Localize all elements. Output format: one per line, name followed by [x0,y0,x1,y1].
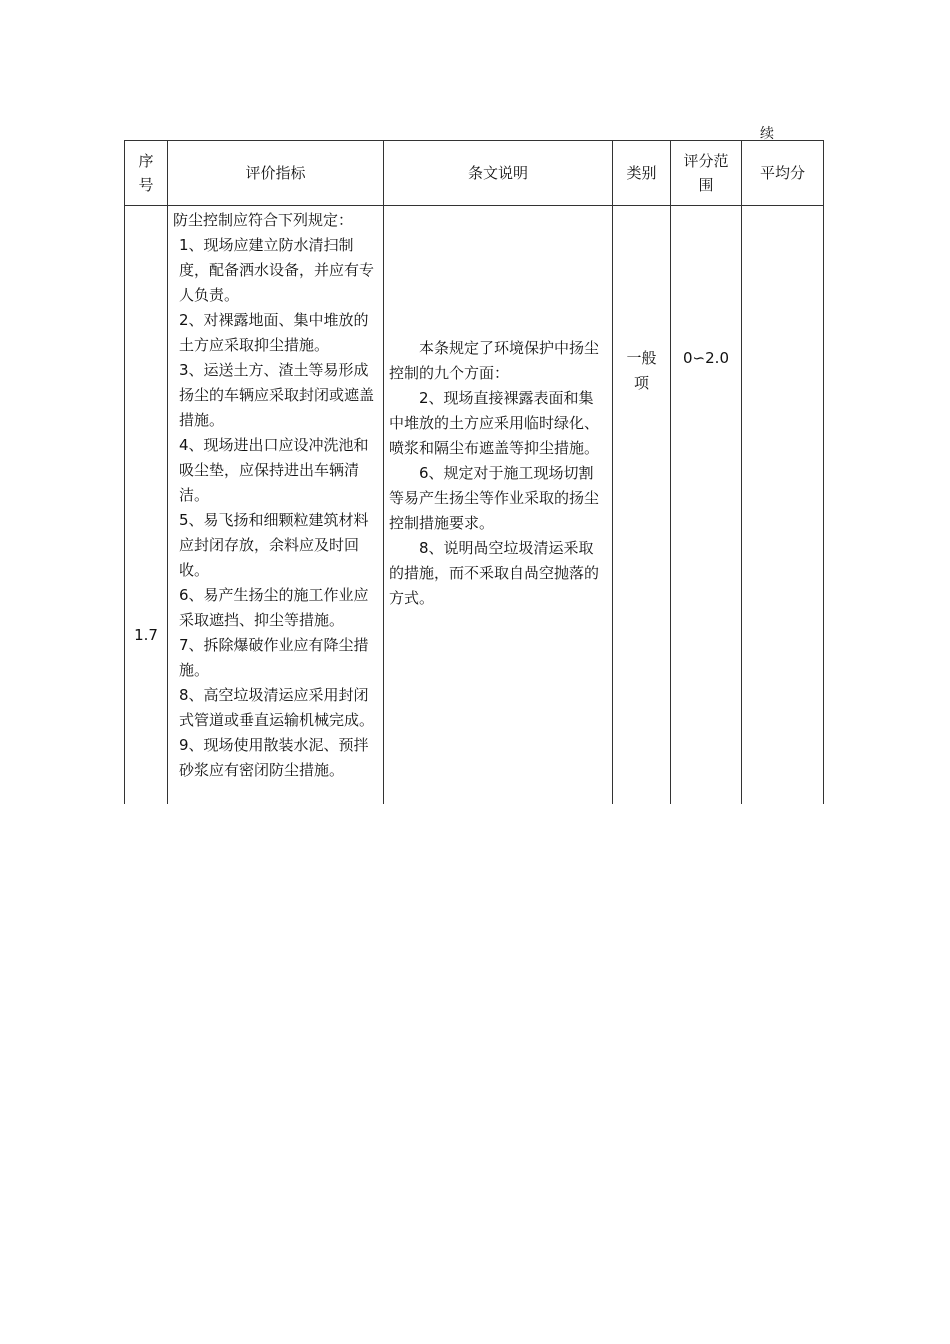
explanation-paragraph: 8、说明咼空垃圾清运釆取的措施，而不釆取自咼空抛落的方式。 [389,538,600,607]
continued-label: 续 [760,126,774,142]
category-cell [613,206,671,805]
score-range-value: 0∽2.0 [683,348,729,367]
indicator-line: 8、高空垃圾清运应采用封闭式管道或垂直运输机械完成。 [179,686,375,729]
evaluation-table-container [124,140,824,804]
indicator-line: 防尘控制应符合下列规定： [173,211,354,229]
indicator-line: 9、现场使用散装水泥、预拌砂浆应有密闭防尘措施。 [179,736,369,779]
header-category: 类别 [613,141,671,206]
header-indicator: 评价指标 [168,141,384,206]
explanation-paragraph: 6、规定对于施工现场切割等易产生扬尘等作业采取的扬尘控制措施要求。 [389,463,600,532]
header-score-range: 评分范围 [671,141,742,206]
average-cell [742,206,824,805]
indicator-line: 3、运送土方、渣土等易形成扬尘的车辆应采取封闭或遮盖措施。 [179,361,375,429]
indicator-cell [168,206,384,805]
explanation-cell [384,206,613,805]
table-header-row [125,141,824,206]
table-row [125,206,824,805]
header-average: 平均分 [742,141,824,206]
explanation-paragraph: 本条规定了环境保护中扬尘控制的九个方面： [389,338,600,382]
indicator-line: 1、现场应建立防水清扫制度，配备洒水设备，并应有专人负责。 [179,236,375,304]
header-explanation: 条文说明 [384,141,613,206]
indicator-line: 5、易飞扬和细颗粒建筑材料应封闭存放，余料应及时回收。 [179,511,369,579]
category-value: 一般项 [626,348,657,392]
score-range-cell [671,206,742,805]
indicator-line: 2、对裸露地面、集中堆放的土方应采取抑尘措施。 [179,311,369,354]
indicator-line: 6、易产生扬尘的施工作业应采取遮挡、抑尘等措施。 [179,586,369,629]
indicator-line: 4、现场进出口应设冲洗池和吸尘垫，应保持进出车辆清洁。 [179,436,369,504]
header-index: 序号 [125,141,168,206]
evaluation-table [124,140,824,804]
explanation-paragraph: 2、现场直接裸露表面和集中堆放的土方应釆用临时绿化、喷浆和隔尘布遮盖等抑尘措施。 [389,388,600,457]
row-index: 1.7 [125,206,168,805]
indicator-line: 7、拆除爆破作业应有降尘措施。 [179,636,369,679]
